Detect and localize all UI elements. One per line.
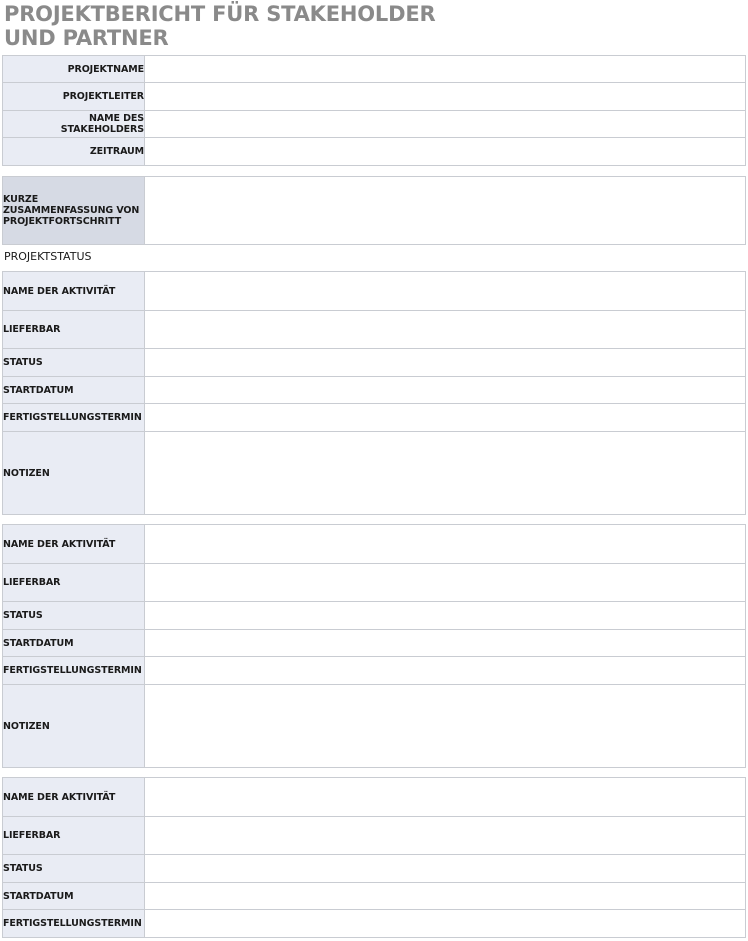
- due-date-label: FERTIGSTELLUNGSTERMIN: [3, 404, 145, 432]
- start-date-row: [3, 377, 746, 404]
- title-line-1: PROJEKTBERICHT FÜR STAKEHOLDER: [4, 2, 436, 26]
- status-label: STATUS: [3, 349, 145, 377]
- period-field[interactable]: [145, 138, 746, 166]
- stakeholder-name-field[interactable]: [145, 111, 746, 138]
- activity-table: [2, 271, 746, 515]
- due-date-row: [3, 404, 746, 432]
- due-date-field[interactable]: [145, 657, 746, 685]
- notes-row: [3, 685, 746, 768]
- activity-name-row: [3, 525, 746, 564]
- status-label: STATUS: [3, 855, 145, 883]
- summary-row: [3, 177, 746, 245]
- period-row: [3, 138, 746, 166]
- activity-name-row: [3, 272, 746, 311]
- deliverable-label: LIEFERBAR: [3, 817, 145, 855]
- start-date-label: STARTDATUM: [3, 630, 145, 657]
- status-field[interactable]: [145, 855, 746, 883]
- summary-table: [2, 176, 746, 245]
- activity-name-field[interactable]: [145, 272, 746, 311]
- activity-name-label: NAME DER AKTIVITÄT: [3, 778, 145, 817]
- stakeholder-name-label: NAME DES STAKEHOLDERS: [3, 111, 145, 138]
- project-info-table: [2, 55, 746, 166]
- deliverable-field[interactable]: [145, 564, 746, 602]
- activity-table: [2, 777, 746, 938]
- deliverable-field[interactable]: [145, 311, 746, 349]
- project-manager-field[interactable]: [145, 83, 746, 111]
- due-date-field[interactable]: [145, 404, 746, 432]
- activity-name-label: NAME DER AKTIVITÄT: [3, 525, 145, 564]
- project-manager-label: PROJEKTLEITER: [3, 83, 145, 111]
- deliverable-label: LIEFERBAR: [3, 564, 145, 602]
- title-line-2: UND PARTNER: [4, 26, 169, 50]
- notes-row: [3, 432, 746, 515]
- notes-field[interactable]: [145, 685, 746, 768]
- due-date-label: FERTIGSTELLUNGSTERMIN: [3, 657, 145, 685]
- activity-name-label: NAME DER AKTIVITÄT: [3, 272, 145, 311]
- deliverable-row: [3, 817, 746, 855]
- notes-field[interactable]: [145, 432, 746, 515]
- due-date-label: FERTIGSTELLUNGSTERMIN: [3, 910, 145, 938]
- summary-label-line-1: KURZE: [3, 194, 39, 205]
- project-status-heading: PROJEKTSTATUS: [4, 250, 92, 263]
- status-row: [3, 349, 746, 377]
- summary-label-line-2: ZUSAMMENFASSUNG VON: [3, 205, 140, 216]
- activity-name-row: [3, 778, 746, 817]
- project-manager-row: [3, 83, 746, 111]
- start-date-label: STARTDATUM: [3, 377, 145, 404]
- due-date-field[interactable]: [145, 910, 746, 938]
- due-date-row: [3, 910, 746, 938]
- summary-label-line-3: PROJEKTFORTSCHRITT: [3, 216, 122, 227]
- activity-name-field[interactable]: [145, 525, 746, 564]
- activity-name-field[interactable]: [145, 778, 746, 817]
- summary-label: [3, 177, 145, 245]
- stakeholder-name-row: [3, 111, 746, 138]
- due-date-row: [3, 657, 746, 685]
- deliverable-label: LIEFERBAR: [3, 311, 145, 349]
- project-name-label: PROJEKTNAME: [3, 56, 145, 83]
- status-field[interactable]: [145, 349, 746, 377]
- summary-field[interactable]: [145, 177, 746, 245]
- status-field[interactable]: [145, 602, 746, 630]
- deliverable-field[interactable]: [145, 817, 746, 855]
- start-date-label: STARTDATUM: [3, 883, 145, 910]
- notes-label: NOTIZEN: [3, 685, 145, 768]
- project-name-field[interactable]: [145, 56, 746, 83]
- start-date-field[interactable]: [145, 377, 746, 404]
- period-label: ZEITRAUM: [3, 138, 145, 166]
- status-row: [3, 602, 746, 630]
- start-date-field[interactable]: [145, 630, 746, 657]
- status-label: STATUS: [3, 602, 145, 630]
- start-date-row: [3, 883, 746, 910]
- document-title: [4, 2, 435, 50]
- project-name-row: [3, 56, 746, 83]
- notes-label: NOTIZEN: [3, 432, 145, 515]
- activity-table: [2, 524, 746, 768]
- start-date-field[interactable]: [145, 883, 746, 910]
- deliverable-row: [3, 311, 746, 349]
- status-row: [3, 855, 746, 883]
- deliverable-row: [3, 564, 746, 602]
- start-date-row: [3, 630, 746, 657]
